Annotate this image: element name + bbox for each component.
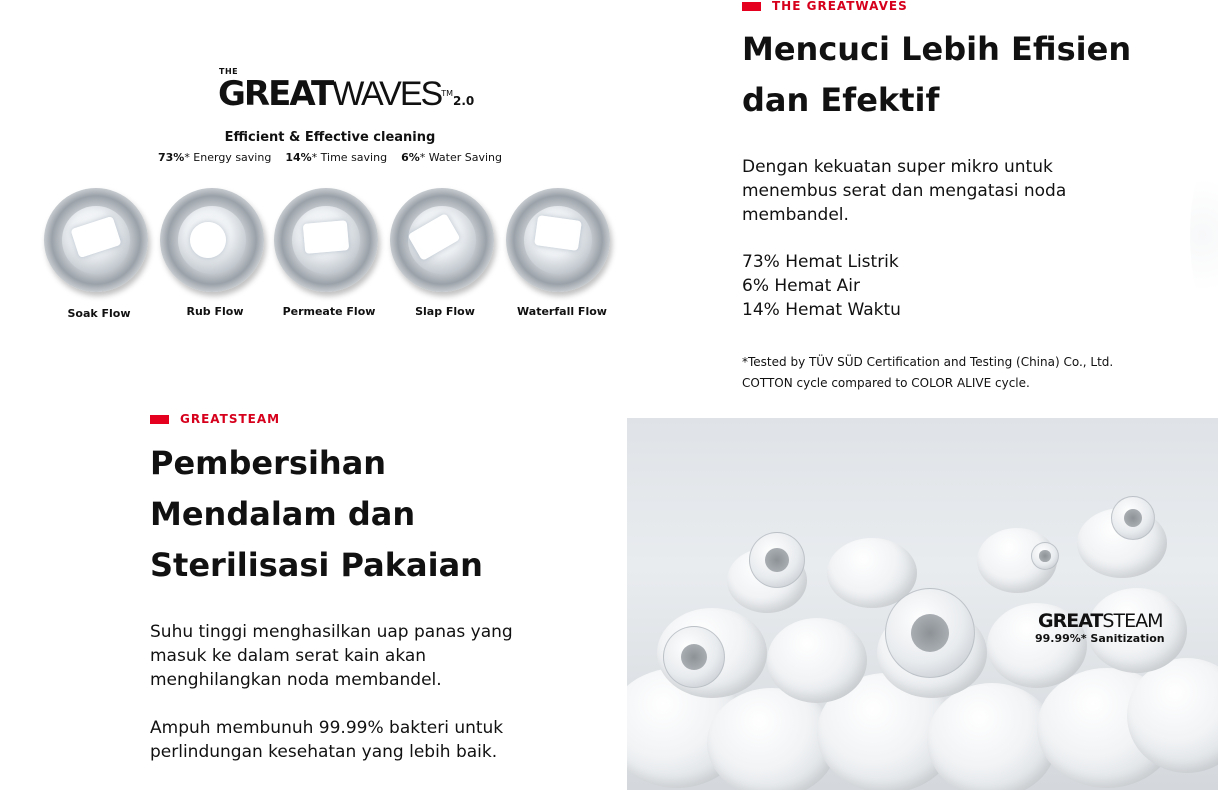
virus-bubble-icon	[885, 588, 975, 678]
slap-flow-label: Slap Flow	[415, 305, 475, 318]
greatsteam-title: Pembersihan Mendalam dan Sterilisasi Pakaian	[150, 444, 483, 584]
slap-flow-drum-image	[390, 188, 494, 292]
red-accent-bar	[150, 415, 169, 424]
permeate-flow-label: Permeate Flow	[282, 305, 376, 318]
greatsteam-body-2: Ampuh membunuh 99.99% bakteri untuk perlindungan kesehatan yang lebih baik.	[150, 718, 504, 762]
red-accent-bar	[742, 2, 761, 11]
benefit-item: 73% Hemat Listrik	[742, 252, 899, 272]
greatwaves-title: Mencuci Lebih Efisien dan Efektif	[742, 30, 1132, 119]
virus-bubble-icon	[1111, 496, 1155, 540]
soak-flow-drum-image	[44, 188, 148, 292]
waterfall-flow-label: Waterfall Flow	[517, 305, 607, 318]
greatsteam-image	[627, 418, 1218, 790]
greatwaves-body: Dengan kekuatan super mikro untuk menembus serat dan mengatasi noda membandel.	[742, 157, 1067, 225]
virus-bubble-icon	[749, 532, 805, 588]
soak-flow-label: Soak Flow	[67, 307, 131, 320]
greatwaves-footnote: *Tested by TÜV SÜD Certification and Testing (China) Co., Ltd. COTTON cycle compared to COLOR ALIVE cycle.	[742, 355, 1114, 390]
greatsteam-sanitization-label: 99.99%* Sanitization	[1035, 632, 1165, 645]
rub-flow-drum-image	[160, 188, 264, 292]
greatsteam-eyebrow: GREATSTEAM	[150, 412, 280, 426]
greatsteam-text-section	[150, 412, 610, 782]
greatwaves-benefits-list	[742, 250, 901, 322]
greatwaves-text-section	[742, 0, 1212, 400]
greatwaves-logo: GREATWAVES™2.0	[218, 74, 475, 114]
greatwaves-graphic	[40, 60, 630, 330]
benefit-item: 14% Hemat Waktu	[742, 300, 901, 320]
greatwaves-the-label: THE	[219, 67, 239, 76]
virus-icon	[1031, 542, 1059, 570]
benefit-item: 6% Hemat Air	[742, 276, 861, 296]
permeate-flow-drum-image	[274, 188, 378, 292]
greatsteam-logo: GREATSTEAM	[1038, 610, 1163, 632]
virus-bubble-icon	[663, 626, 725, 688]
greatsteam-body-1: Suhu tinggi menghasilkan uap panas yang masuk ke dalam serat kain akan menghilangkan noda membandel.	[150, 622, 513, 690]
greatwaves-stats: 73%* Energy saving 14%* Time saving 6%* Water Saving	[157, 151, 503, 164]
greatwaves-eyebrow: THE GREATWAVES	[742, 0, 908, 13]
rub-flow-label: Rub Flow	[186, 305, 244, 318]
waterfall-flow-drum-image	[506, 188, 610, 292]
greatwaves-subtitle: Efficient & Effective cleaning	[224, 130, 436, 145]
